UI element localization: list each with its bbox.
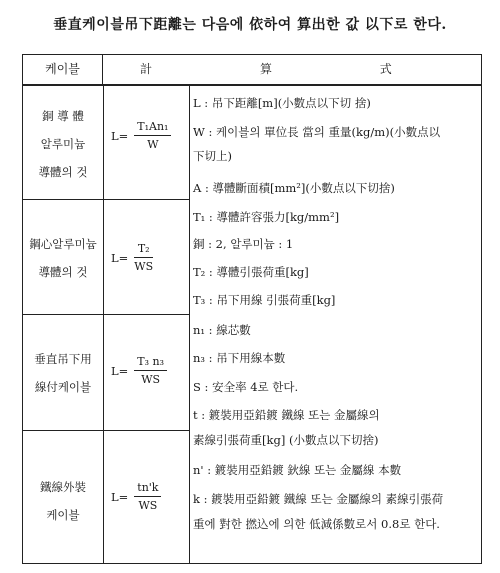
description-line: S : 安全率 4로 한다. <box>193 380 299 394</box>
description-line: T₁ : 導體許容張力[kg/mm²] <box>193 210 340 224</box>
cable-name-line: 鋼心알루미늄 <box>29 237 97 251</box>
formula-table <box>22 54 482 564</box>
description-line: T₂ : 導體引張荷重[kg] <box>193 265 309 279</box>
numerator: tn'k <box>137 481 159 494</box>
description-line: T₃ : 吊下用線 引張荷重[kg] <box>193 293 336 307</box>
fraction <box>134 355 167 386</box>
description-line: n₁ : 線芯數 <box>193 323 251 337</box>
column-divider <box>189 84 190 563</box>
formula <box>111 242 153 273</box>
numerator: T₂ <box>137 242 150 255</box>
cable-name-line: 垂直吊下用 <box>34 352 92 366</box>
fraction <box>134 242 153 273</box>
header-cable: 케이블 <box>23 55 103 84</box>
description-line: A : 導體斷面積[mm²](小數点以下切捨) <box>193 181 395 195</box>
formula <box>111 120 171 151</box>
cable-name-line: 導體의 것 <box>38 265 88 279</box>
formula-cell <box>103 200 189 315</box>
cable-name-line: 鐵線外裝 <box>40 480 86 494</box>
description-line: n' : 鍍裝用亞鉛鍍 鈥線 또는 金屬線 本數 <box>193 463 402 477</box>
denominator: WS <box>138 499 158 512</box>
page-title: 垂直케이블吊下距離는 다음에 依하여 算出한 값 以下로 한다. <box>53 17 447 33</box>
cable-name-line: 線付케이블 <box>34 380 92 394</box>
formula-lhs: L= <box>111 489 129 504</box>
description-line: t : 鍍裝用亞鉛鍍 鐵線 또는 金屬線의 <box>193 408 380 422</box>
fraction <box>134 481 161 512</box>
description-line: 重에 對한 撚込에 의한 低減係數로서 0.8로 한다. <box>193 517 440 531</box>
formula-cell <box>103 315 189 431</box>
table-row <box>23 86 103 200</box>
description-line: 銅 : 2, 알루미늄 : 1 <box>193 237 294 251</box>
table-header <box>23 55 481 86</box>
cable-name-line: 케이블 <box>46 508 80 522</box>
formula <box>111 481 161 512</box>
numerator: T₃ n₃ <box>137 355 165 368</box>
denominator: W <box>147 138 159 151</box>
cable-name-line: 알루미늄 <box>40 137 86 151</box>
description-line: L : 吊下距離[m](小數点以下切 捨) <box>193 96 371 110</box>
formula <box>111 355 167 386</box>
denominator: WS <box>141 373 161 386</box>
description-line: 下切上) <box>193 149 232 163</box>
description-line: n₃ : 吊下用線本數 <box>193 351 286 365</box>
header-formula: 計 算 式 <box>140 62 444 76</box>
formula-cell <box>103 86 189 200</box>
table-row <box>23 200 103 315</box>
formula-lhs: L= <box>111 128 129 143</box>
description-line: 素線引張荷重[kg] (小數点以下切捨) <box>193 433 379 447</box>
description-line: W : 케이블의 單位長 當의 重量(kg/m)(小數点以 <box>193 125 441 139</box>
table-row <box>23 315 103 431</box>
numerator: T₁An₁ <box>137 120 169 133</box>
variable-descriptions <box>193 86 477 563</box>
cable-name-line: 導體의 것 <box>38 165 88 179</box>
denominator: WS <box>134 260 154 273</box>
description-line: k : 鍍裝用亞鉛鍍 鐵線 또는 金屬線의 素線引張荷 <box>193 492 444 506</box>
fraction <box>134 120 171 151</box>
table-row <box>23 431 103 563</box>
formula-lhs: L= <box>111 363 129 378</box>
cable-name-line: 銅 導 體 <box>42 109 84 123</box>
formula-lhs: L= <box>111 250 129 265</box>
formula-cell <box>103 431 189 563</box>
